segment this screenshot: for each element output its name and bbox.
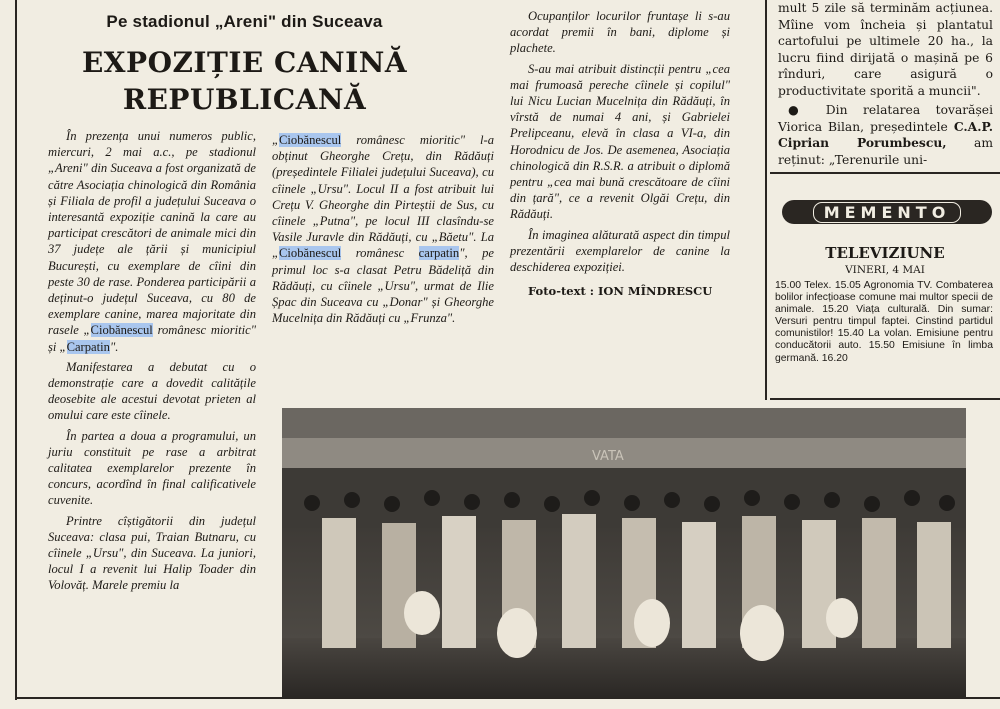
photo-illustration [282, 408, 966, 698]
col1-text: În prezența unui numeros public, miercuri, 2 mai a.c., pe stadionul „Areni" din Suceava a fost organizată de către Asociația chinologică din România și Filiala de profil a județului Suceava o interesantă expoziție canină la care au participat crescători de animale mici din 37 județe ale țării și municipiul București, cu exemplare de cîini din peste 30 de rase. Ponderea participării a deținut-o județul Suceava, cu 80 de exemplare canine, marea majoritate din rasele „ [48, 129, 256, 338]
article-column-2 [272, 132, 494, 330]
col1-paragraph-2: Manifestarea a debutat cu o demonstrație care a dovedit calitățile deosebite ale acestui devotat prieten al omului care este cîinele. [48, 359, 256, 423]
col1-paragraph-3: În partea a doua a programului, un juriu constituit pe rase a arbitrat calitatea exemplarelor prezente în concurs, acordînd în final calificativele cuvenite. [48, 428, 256, 508]
article-column-1 [48, 128, 256, 598]
tv-day: VINERI, 4 MAI [845, 264, 925, 276]
highlight-ciobanescul: Ciobănescul [90, 323, 153, 338]
col1-paragraph-4: Printre cîștigătorii din județul Suceava: clasa pui, Traian Butnaru, cu cîinele „Ursu", din Suceava. La juniori, locul I a revenit lui Halip Toader din Volovăț. Marele premiu la [48, 513, 256, 593]
col1-paragraph-1 [48, 128, 256, 355]
memento-label: MEMENTO [813, 202, 962, 223]
right-text: Din relatarea tovarășei Viorica Bilan, președintele [778, 103, 993, 134]
col3-paragraph-2: S-au mai atribuit distincții pentru „cea mai frumoasă pereche cîinele și copilul" lui Nicu Lucian Mucelnița din Rădăuți, în vîrstă de numai 4 ani, și Gabrielei Prelipceanu, elevă în clasa a VI-a, din Horodnicu de Jos. De asemenea, Asociația chinologică din R.S.R. a atribuit o diplomă pentru „cea mai bună crescătoare de cîini din țară", ce a revenit Olgăi Crețu, din Rădăuți. [510, 61, 730, 222]
headline-line-1: EXPOZIȚIE CANINĂ [81, 46, 408, 79]
col2-paragraph [272, 132, 494, 326]
right-column-text [778, 0, 993, 171]
highlight-carpatin: Carpatin [66, 339, 110, 354]
right-paragraph-1: mult 5 zile să terminăm acțiunea. Mîine vom încheia și plantatul cartofului pe ultimele 20 ha., la lucru fiind dirijată o mașină pe 6 rînduri, care asigură o productivitate sporită a muncii". [778, 1, 993, 98]
photo-top-rule [770, 398, 1000, 400]
news-photo [282, 408, 966, 698]
right-paragraph-2 [778, 102, 993, 168]
article-kicker: Pe stadionul „Areni" din Suceava [106, 12, 383, 31]
right-text: am reținut: „Terenurile uni- [778, 136, 993, 167]
photo-credit: Foto-text : ION MÎNDRESCU [528, 284, 713, 299]
highlight-ciobanescul: Ciobănescul [279, 246, 342, 261]
col2-text: românesc [341, 246, 419, 261]
col1-text: românesc mioritic" și „ [48, 323, 256, 354]
column-rule [765, 0, 767, 400]
col1-text: ". [109, 339, 119, 354]
col3-paragraph-1: Ocupanților locurilor fruntașe li s-au acordat premii în bani, diplome și plachete. [510, 9, 730, 56]
col2-text: „ [272, 133, 280, 147]
tv-schedule: 15.00 Telex. 15.05 Agronomia TV. Combaterea bolilor infecțioase comune mai multor specii de animale. 15.20 Viața culturală. Din sumar: Versuri pentru timpul faptei. Cinstind partidul comunistilor! 15.40 La volan. Emisiune pentru conducătorii auto. 15.50 Emisiune în limba germană. 16.20 [775, 280, 993, 364]
col2-text: ", pe primul loc s-a clasat Petru Bădeliță din Rădăuți, cu cîinele „Ursu", urmat de Ilie Șpac din Suceava cu „Donar" și Gheorghe Mucelnița din Rădăuți cu „Frunza". [272, 246, 494, 326]
stadium-banner [282, 438, 966, 468]
cap-name: C.A.P. Ciprian Porumbescu, [778, 118, 993, 150]
banner-text: VATA [592, 449, 624, 464]
highlight-ciobanescul: Ciobănescul [279, 133, 342, 147]
bullet-icon: ● [788, 103, 811, 117]
left-border-rule [15, 0, 17, 700]
article-headline [22, 44, 467, 118]
col3-paragraph-3: În imaginea alăturată aspect din timpul prezentării exemplarelor de canine la deschiderea expoziției. [510, 227, 730, 275]
tv-section-title: TELEVIZIUNE [825, 244, 945, 262]
article-column-3 [510, 8, 730, 303]
highlight-carpatin: carpatin [418, 246, 460, 261]
right-section-rule [770, 172, 1000, 174]
col2-text: românesc mioritic" l-a obținut Gheorghe Crețu, din Rădăuți (președintele Filialei județului Suceava), cu cîinele „Ursu". Locul II a fost atribuit lui Crețu V. Gheorghe din Pirteștii de Sus, cu cîinele „Putna", pe locul III clasîndu-se Vasile Juravle din Rădăuți, cu „Băetu". La „ [272, 133, 494, 261]
headline-line-2: REPUBLICANĂ [122, 83, 367, 116]
memento-banner [782, 200, 992, 224]
